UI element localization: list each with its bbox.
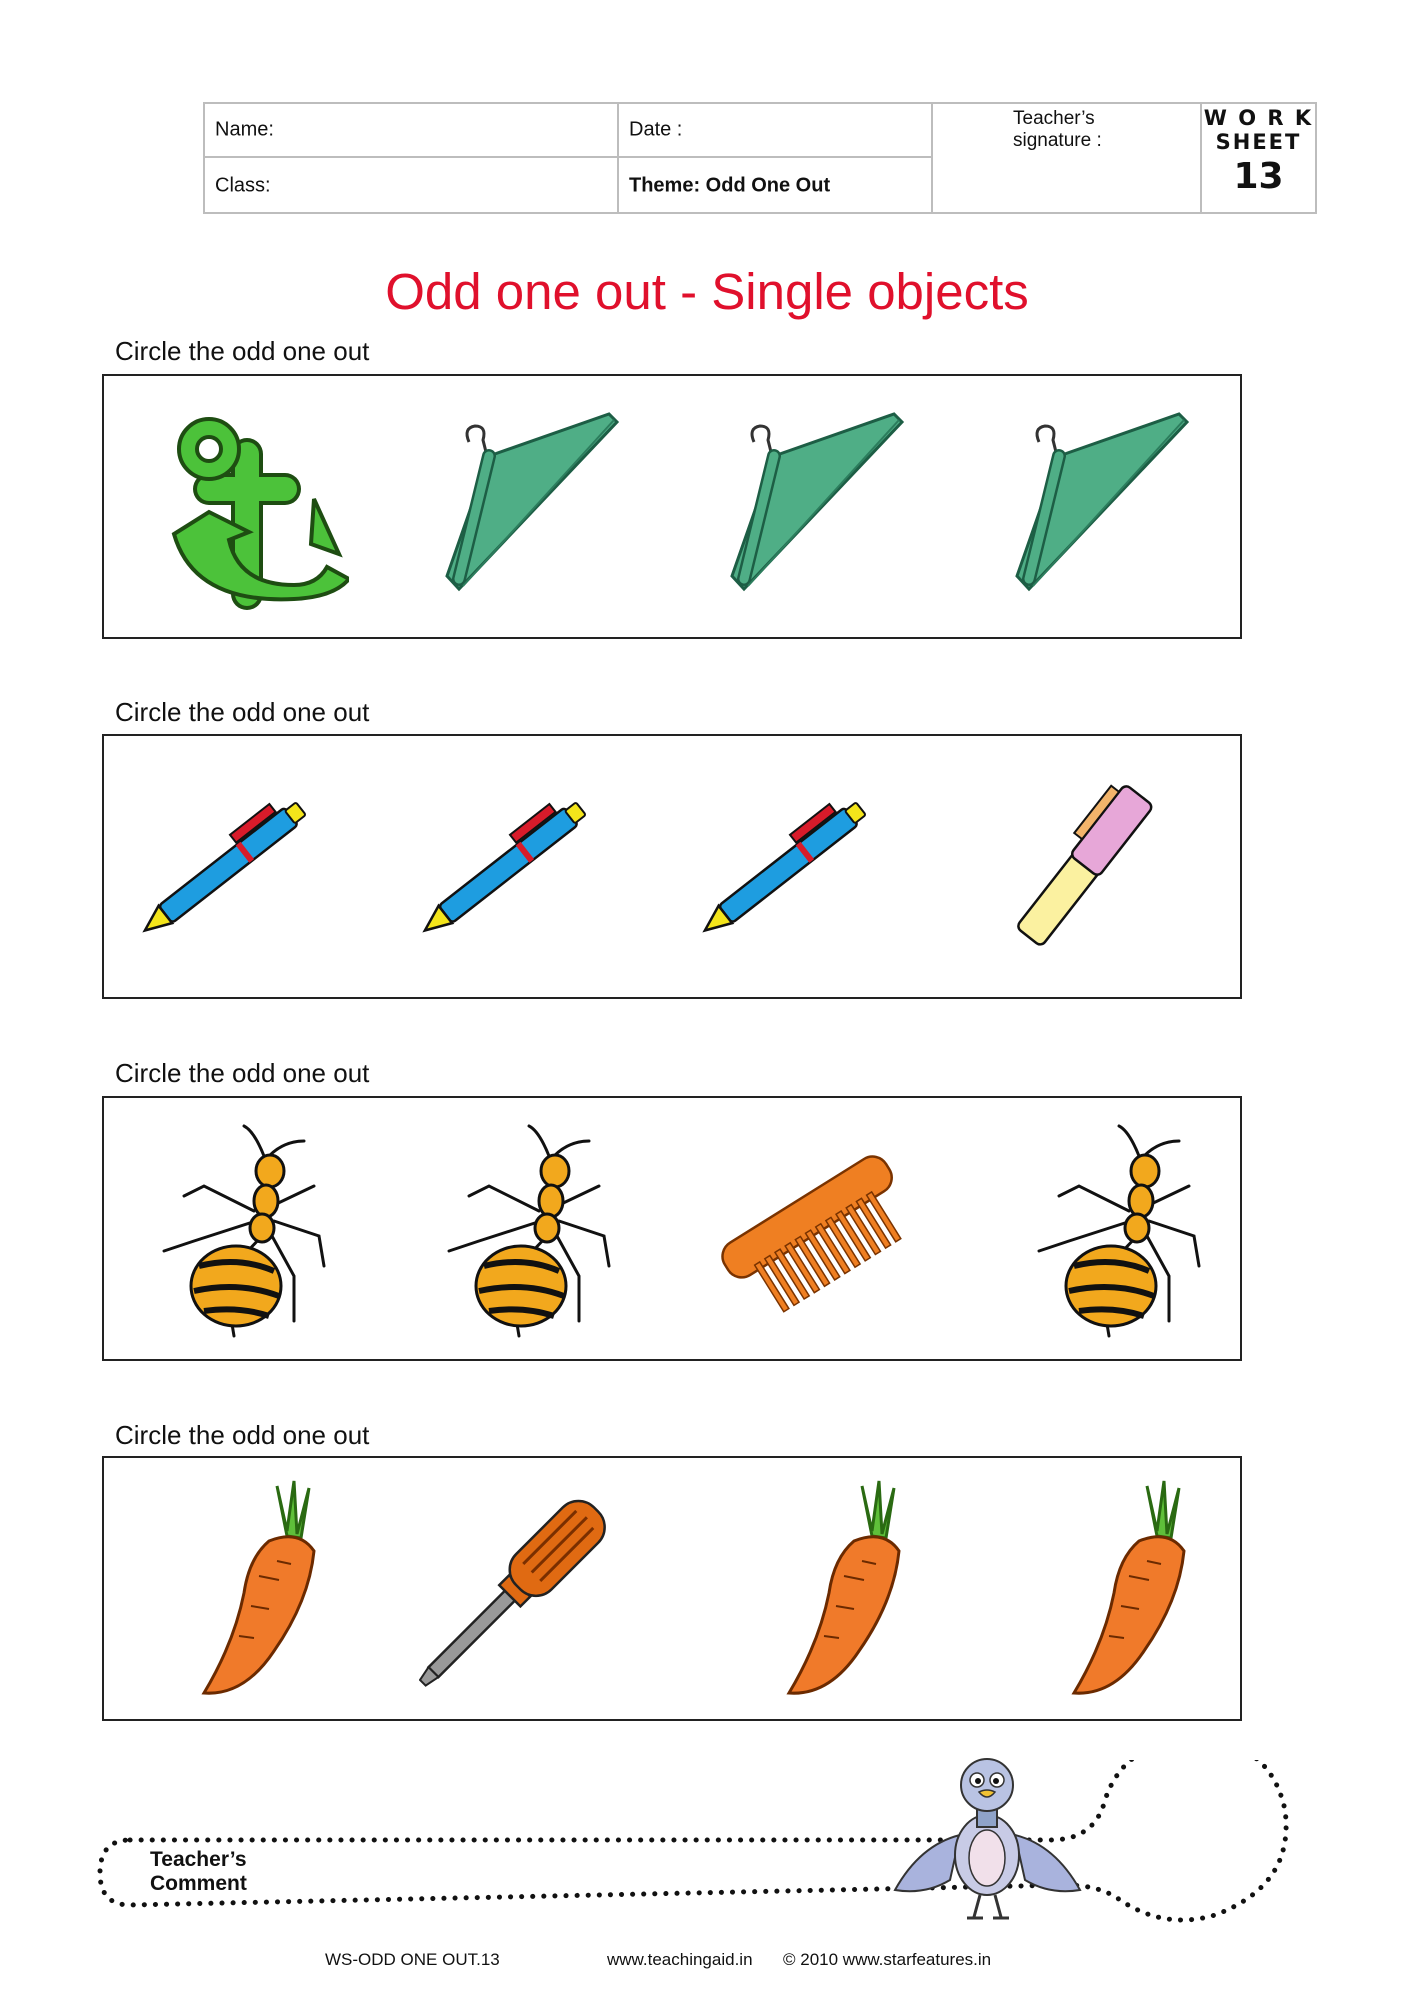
signature-label-2: signature : xyxy=(1013,130,1102,151)
worksheet-badge xyxy=(1200,102,1317,214)
comment-label-line2: Comment xyxy=(150,1872,247,1895)
pen-icon[interactable] xyxy=(129,754,329,979)
footer-site[interactable]: www.teachingaid.in xyxy=(607,1950,753,1969)
theme-label: Theme: Odd One Out xyxy=(629,174,831,197)
carrot-icon[interactable] xyxy=(744,1476,944,1701)
signature-cell[interactable] xyxy=(933,104,1202,214)
theme-cell xyxy=(619,158,933,214)
ant-icon[interactable] xyxy=(1019,1116,1219,1341)
row-1-box xyxy=(102,374,1242,639)
name-label: Name: xyxy=(215,118,274,141)
date-label: Date : xyxy=(629,118,683,141)
ant-icon[interactable] xyxy=(144,1116,344,1341)
row-2-instruction: Circle the odd one out xyxy=(115,697,370,727)
carrot-icon[interactable] xyxy=(159,1476,359,1701)
ant-icon[interactable] xyxy=(429,1116,629,1341)
comment-label xyxy=(150,1848,247,1896)
footer-code: WS-ODD ONE OUT.13 xyxy=(325,1950,500,1969)
row-3-box xyxy=(102,1096,1242,1361)
signature-label-1: Teacher’s xyxy=(1013,108,1095,129)
comment-label-line1: Teacher’s xyxy=(150,1848,247,1871)
date-cell[interactable] xyxy=(619,104,933,158)
anchor-icon[interactable] xyxy=(149,394,349,619)
worksheet-number: 13 xyxy=(1233,156,1284,197)
row-3-instruction: Circle the odd one out xyxy=(115,1058,370,1088)
class-label: Class: xyxy=(215,174,271,197)
comb-icon[interactable] xyxy=(714,1116,914,1341)
row-4-instruction: Circle the odd one out xyxy=(115,1420,370,1450)
name-cell[interactable] xyxy=(205,104,619,158)
screwdriver-icon[interactable] xyxy=(419,1476,619,1701)
class-cell[interactable] xyxy=(205,158,619,214)
worksheet-line1: W O R K xyxy=(1203,106,1314,130)
highlighter-icon[interactable] xyxy=(984,754,1184,979)
hanger-icon[interactable] xyxy=(429,394,629,619)
header-table xyxy=(203,102,1317,214)
carrot-icon[interactable] xyxy=(1029,1476,1229,1701)
bird-mascot-icon xyxy=(885,1740,1090,1925)
worksheet-line2: SHEET xyxy=(1215,130,1302,154)
hanger-icon[interactable] xyxy=(999,394,1199,619)
footer-copyright: © 2010 www.starfeatures.in xyxy=(783,1950,992,1969)
pen-icon[interactable] xyxy=(409,754,609,979)
page-title: Odd one out - Single objects xyxy=(385,263,1029,320)
hanger-icon[interactable] xyxy=(714,394,914,619)
row-1-instruction: Circle the odd one out xyxy=(115,336,370,366)
pen-icon[interactable] xyxy=(689,754,889,979)
row-4-box xyxy=(102,1456,1242,1721)
row-2-box xyxy=(102,734,1242,999)
